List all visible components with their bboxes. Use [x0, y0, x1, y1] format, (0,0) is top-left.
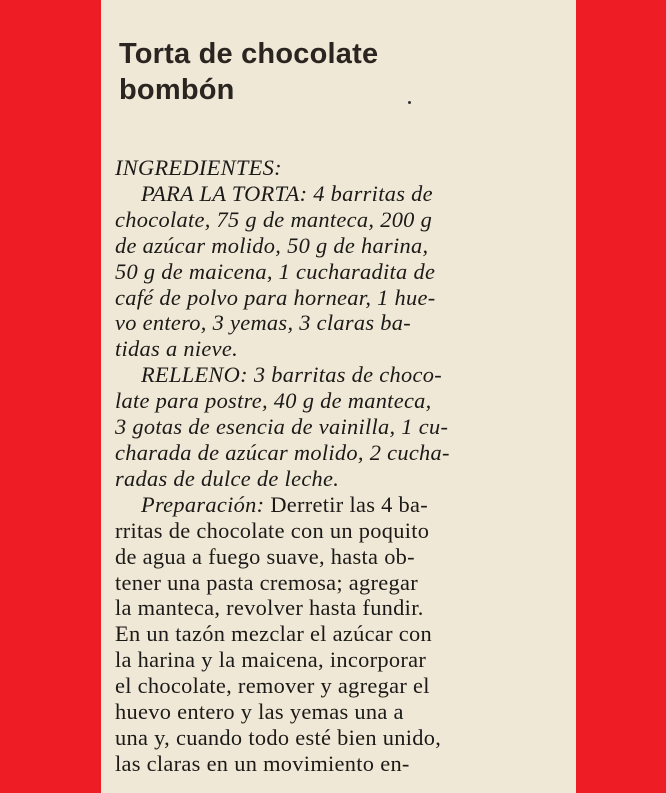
preparacion-line: una y, cuando todo esté bien unido,: [115, 724, 442, 750]
torta-line: vo entero, 3 yemas, 3 claras ba-: [115, 310, 412, 336]
relleno-line-1: RELLENO: 3 barritas de choco-: [141, 362, 443, 388]
torta-line: tidas a nieve.: [115, 336, 238, 362]
recipe-title-line-1: Torta de chocolate: [119, 38, 379, 70]
preparacion-line-1: Preparación: Derretir las 4 ba-: [141, 491, 429, 517]
preparacion-line: En un tazón mezclar el azúcar con: [115, 621, 432, 647]
relleno-line: charada de azúcar molido, 2 cucha-: [115, 439, 450, 465]
relleno-line: late para postre, 40 g de manteca,: [115, 388, 432, 414]
torta-line: 50 g de maicena, 1 cucharadita de: [115, 258, 436, 284]
preparacion-line: tener una pasta cremosa; agregar: [115, 569, 419, 595]
recipe-title: [119, 36, 378, 108]
preparacion-label: Preparación:: [141, 491, 265, 517]
torta-line: café de polvo para hornear, 1 hue-: [115, 284, 436, 310]
preparacion-line: la harina y la maicena, incorporar: [115, 647, 427, 673]
preparacion-line: rritas de chocolate con un poquito: [115, 517, 430, 543]
torta-line: de azúcar molido, 50 g de harina,: [115, 232, 429, 258]
torta-line: chocolate, 75 g de manteca, 200 g: [115, 206, 433, 232]
torta-line-1: PARA LA TORTA: 4 barritas de: [141, 180, 433, 206]
relleno-label: RELLENO:: [141, 362, 248, 388]
recipe-body: [115, 155, 555, 777]
preparacion-line: de agua a fuego suave, hasta ob-: [115, 543, 415, 569]
preparacion-line: el chocolate, remover y agregar el: [115, 673, 430, 699]
preparacion-line: huevo entero y las yemas una a: [115, 699, 404, 725]
recipe-title-line-2: bombón: [119, 74, 235, 106]
preparacion-line: la manteca, revolver hasta fundir.: [115, 595, 424, 621]
torta-label: PARA LA TORTA:: [141, 180, 308, 206]
preparacion-line: las claras en un movimiento en-: [115, 750, 410, 776]
relleno-line: 3 gotas de esencia de vainilla, 1 cu-: [115, 414, 449, 440]
print-speck: [408, 101, 411, 104]
ingredients-header: INGREDIENTES:: [115, 155, 282, 180]
relleno-line: radas de dulce de leche.: [115, 465, 340, 491]
newspaper-clipping: [101, 0, 576, 793]
